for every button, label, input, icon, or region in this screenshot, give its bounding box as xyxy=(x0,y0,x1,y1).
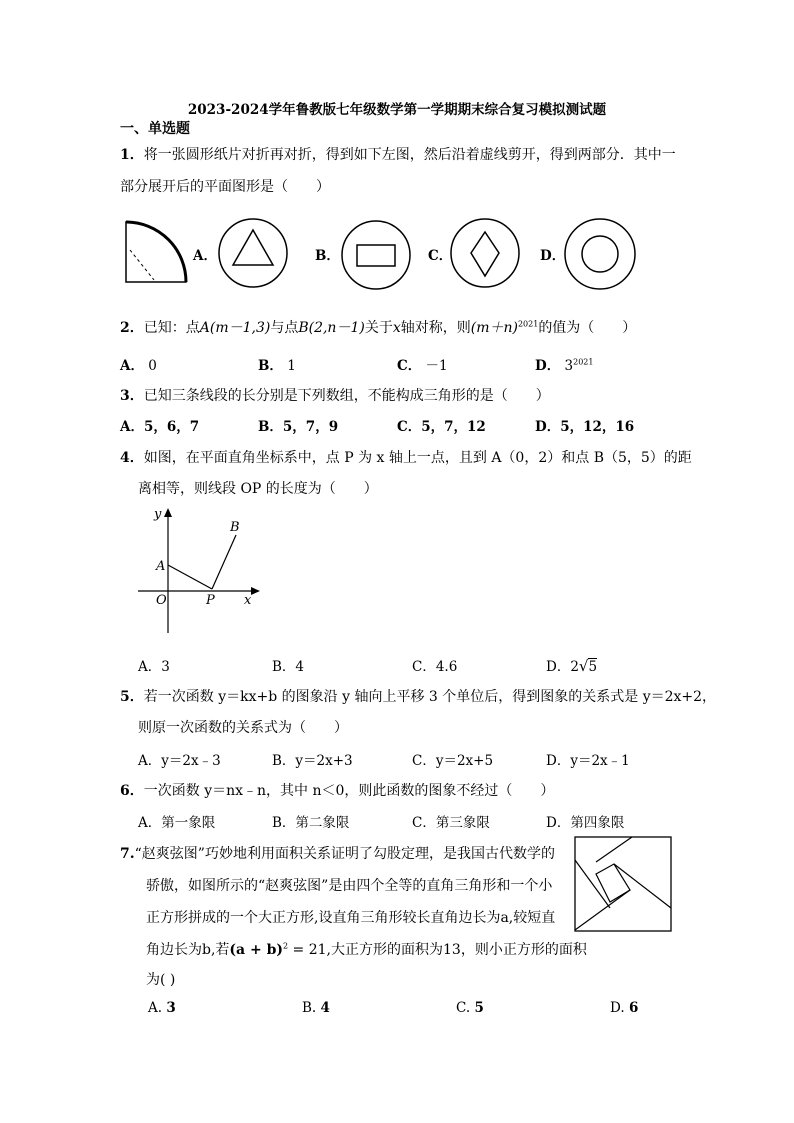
question-5-line-2: 则原一次函数的关系式为（ ） xyxy=(138,720,348,736)
q7-option-c[interactable]: C. 5 xyxy=(456,1000,484,1016)
question-text: 一次函数 y＝nx﹣n，其中 n＜0，则此函数的图象不经过（ ） xyxy=(143,783,555,799)
question-1-line-1 xyxy=(120,144,676,164)
x-axis-label: x xyxy=(244,593,252,608)
question-text: 已知三条线段的长分别是下列数组，不能构成三角形的是（ ） xyxy=(143,388,550,404)
question-number: 4． xyxy=(120,450,144,466)
q6-option-d[interactable]: D．第四象限 xyxy=(546,815,625,831)
q6-option-a[interactable]: A．第一象限 xyxy=(138,815,216,831)
y-axis-label: y xyxy=(154,507,162,522)
q7-option-b[interactable]: B. 4 xyxy=(302,1000,330,1016)
zhao-shuang-diagram xyxy=(574,836,674,934)
q5-option-a[interactable]: A．y＝2x﹣3 xyxy=(138,753,221,769)
q7-option-a[interactable]: A. 3 xyxy=(148,1000,176,1016)
q2-text-b: 与点 xyxy=(270,320,299,336)
q4-option-d-coef: 2 xyxy=(570,659,579,675)
question-4-line-2: 离相等，则线段 OP 的长度为（ ） xyxy=(138,481,378,497)
page-title: 2023-2024学年鲁教版七年级数学第一学期期末综合复习模拟测试题 xyxy=(187,102,607,118)
section-heading: 一、单选题 xyxy=(120,121,190,137)
q2-text-a: 已知：点 xyxy=(143,320,200,336)
q2-expr-exponent: 2021 xyxy=(517,319,539,329)
rhombus-in-circle-icon[interactable] xyxy=(450,218,520,288)
q2-option-a[interactable]: A． 0 xyxy=(120,358,157,374)
question-7-line-5: 为( ) xyxy=(146,972,176,988)
q1-option-a-label[interactable]: A． xyxy=(193,248,217,264)
q2-expr: (m＋n) xyxy=(470,320,518,336)
q2-point-b: B(2,n－1) xyxy=(298,320,365,336)
point-b-label: B xyxy=(230,520,240,535)
q4-option-b[interactable]: B．4 xyxy=(272,659,305,675)
question-6-line xyxy=(120,780,554,800)
question-3-line xyxy=(120,385,550,405)
triangle-in-circle-icon[interactable] xyxy=(218,218,288,288)
q1-option-d-label[interactable]: D． xyxy=(540,248,566,264)
circle-in-circle-icon[interactable] xyxy=(564,218,636,290)
q2-point-a: A(m－1,3) xyxy=(199,320,271,336)
q7-option-d[interactable]: D. 6 xyxy=(610,1000,639,1016)
q7-expr: (a + b) xyxy=(229,942,284,958)
q1-option-c-label[interactable]: C． xyxy=(428,248,453,264)
q4-option-c[interactable]: C．4.6 xyxy=(412,659,458,675)
coordinate-figure xyxy=(130,505,265,640)
q1-option-b-label[interactable]: B． xyxy=(315,248,340,264)
folded-quarter-circle-figure xyxy=(120,216,200,286)
question-text: 将一张圆形纸片对折再对折，得到如下左图，然后沿着虚线剪开，得到两部分．其中一 xyxy=(143,147,676,163)
question-text: “赵爽弦图”巧妙地利用面积关系证明了勾股定理，是我国古代数学的 xyxy=(134,846,555,862)
q2-option-c[interactable]: C． －1 xyxy=(397,358,448,374)
q4-option-d-radicand: 5 xyxy=(588,659,598,675)
q5-option-b[interactable]: B．y＝2x+3 xyxy=(272,753,353,769)
point-a-label: A xyxy=(156,559,166,574)
q5-option-d[interactable]: D．y＝2x﹣1 xyxy=(546,753,630,769)
question-number: 6． xyxy=(120,783,144,799)
question-5-line-1 xyxy=(120,686,716,706)
question-number: 3． xyxy=(120,388,144,404)
q6-option-b[interactable]: B．第二象限 xyxy=(272,815,350,831)
question-7-line-1 xyxy=(120,843,555,863)
question-7-line-4: 角边长为b,若$(a + b)^2 = 21$,大正方形的面积为13，则小正方形的面积 xyxy=(146,941,587,958)
question-7-line-3: 正方形拼成的一个大正方形,设直角三角形较长直角边长为a,较短直 xyxy=(146,910,556,926)
q3-option-c[interactable]: C．5，7，12 xyxy=(397,419,486,435)
q2-axis: x xyxy=(392,320,401,336)
q3-option-a[interactable]: A．5，6，7 xyxy=(120,419,200,435)
question-4-line-1 xyxy=(120,447,692,467)
q2-text-e: 的值为（ ） xyxy=(538,320,637,336)
question-text: 如图，在平面直角坐标系中，点 P 为 x 轴上一点，且到 A（0，2）和点 B（5，5）的距 xyxy=(143,450,692,466)
question-number: 5． xyxy=(120,689,144,705)
point-p-label: P xyxy=(206,593,215,608)
rectangle-in-circle-icon[interactable] xyxy=(341,220,411,290)
q3-option-b[interactable]: B．5，7，9 xyxy=(258,419,339,435)
origin-label: O xyxy=(156,593,167,608)
q2-option-b[interactable]: B． 1 xyxy=(258,358,296,374)
q4-option-d[interactable]: D．2√5 xyxy=(546,657,598,675)
question-1-line-2: 部分展开后的平面图形是（ ） xyxy=(120,179,330,195)
question-text: 若一次函数 y＝kx+b 的图象沿 y 轴向上平移 3 个单位后，得到图象的关系式是 y＝2x+2， xyxy=(143,689,717,705)
q2-text-c: 关于 xyxy=(364,320,393,336)
q6-option-c[interactable]: C．第三象限 xyxy=(412,815,490,831)
q3-option-d[interactable]: D．5，12，16 xyxy=(535,419,635,435)
q2-option-d[interactable]: D． $3^{2021}$ xyxy=(535,357,594,374)
question-7-line-2: 骄傲，如图所示的“赵爽弦图”是由四个全等的直角三角形和一个小 xyxy=(146,878,553,894)
q5-option-c[interactable]: C．y＝2x+5 xyxy=(412,753,494,769)
question-number: 2． xyxy=(120,320,144,336)
question-number: 7. xyxy=(120,846,135,862)
q2-text-d: 轴对称，则 xyxy=(400,320,471,336)
question-2-line xyxy=(120,317,636,337)
q4-option-a[interactable]: A．3 xyxy=(138,659,170,675)
question-number: 1． xyxy=(120,147,144,163)
